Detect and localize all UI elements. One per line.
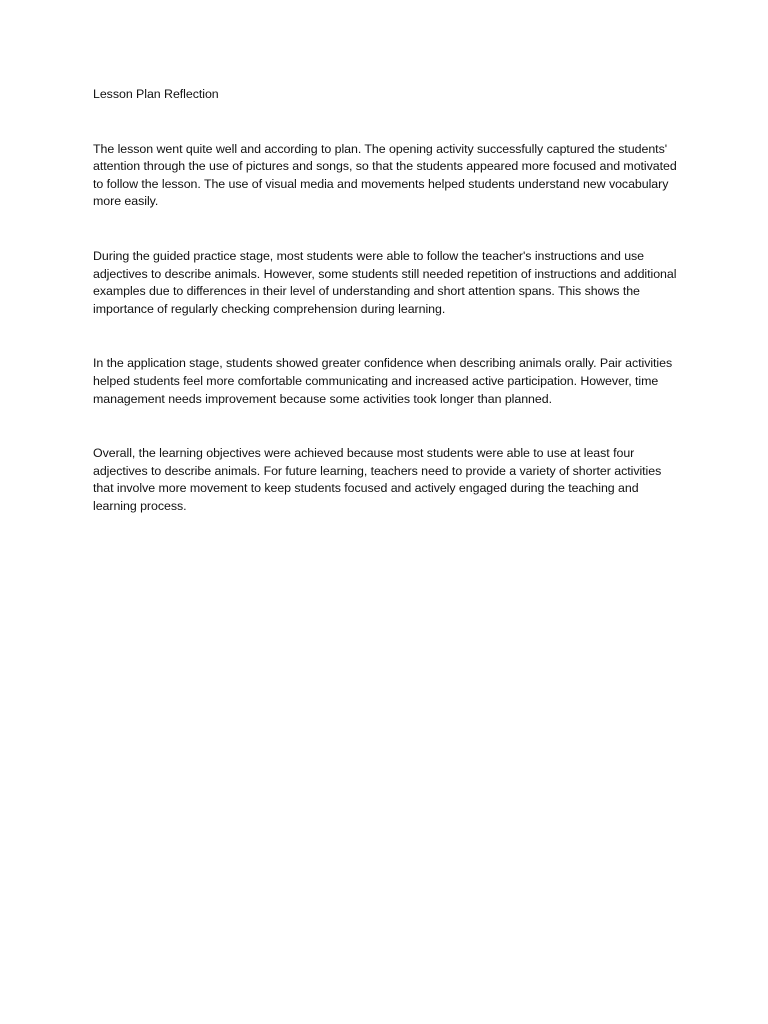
paragraph-guided-practice: During the guided practice stage, most students were able to follow the teacher's instructions and use adjectives to describe animals. However, some students still needed repetition of instructions and additional examples due to differences in their level of understanding and short attention spans. This shows the importance of regularly checking comprehension during learning. — [93, 248, 677, 316]
paragraph-conclusion: Overall, the learning objectives were achieved because most students were able to use at least four adjectives to describe animals. For future learning, teachers need to provide a variety of shorter activities that involve more movement to keep students focused and actively engaged during the teaching and learning process. — [93, 446, 662, 513]
document-title: Lesson Plan Reflection — [93, 87, 219, 101]
paragraph-application: In the application stage, students showed greater confidence when describing animals orally. Pair activities helped students feel more comfortable communicating and increased active participation. However, time management needs improvement because some activities took longer than planned. — [93, 356, 673, 406]
paragraph-opening: The lesson went quite well and according to plan. The opening activity successfully captured the students' attention through the use of pictures and songs, so that the students appeared more focused and motivated to follow the lesson. The use of visual media and movements helped students understand new vocabulary more easily. — [93, 141, 677, 209]
document-body — [93, 86, 679, 553]
